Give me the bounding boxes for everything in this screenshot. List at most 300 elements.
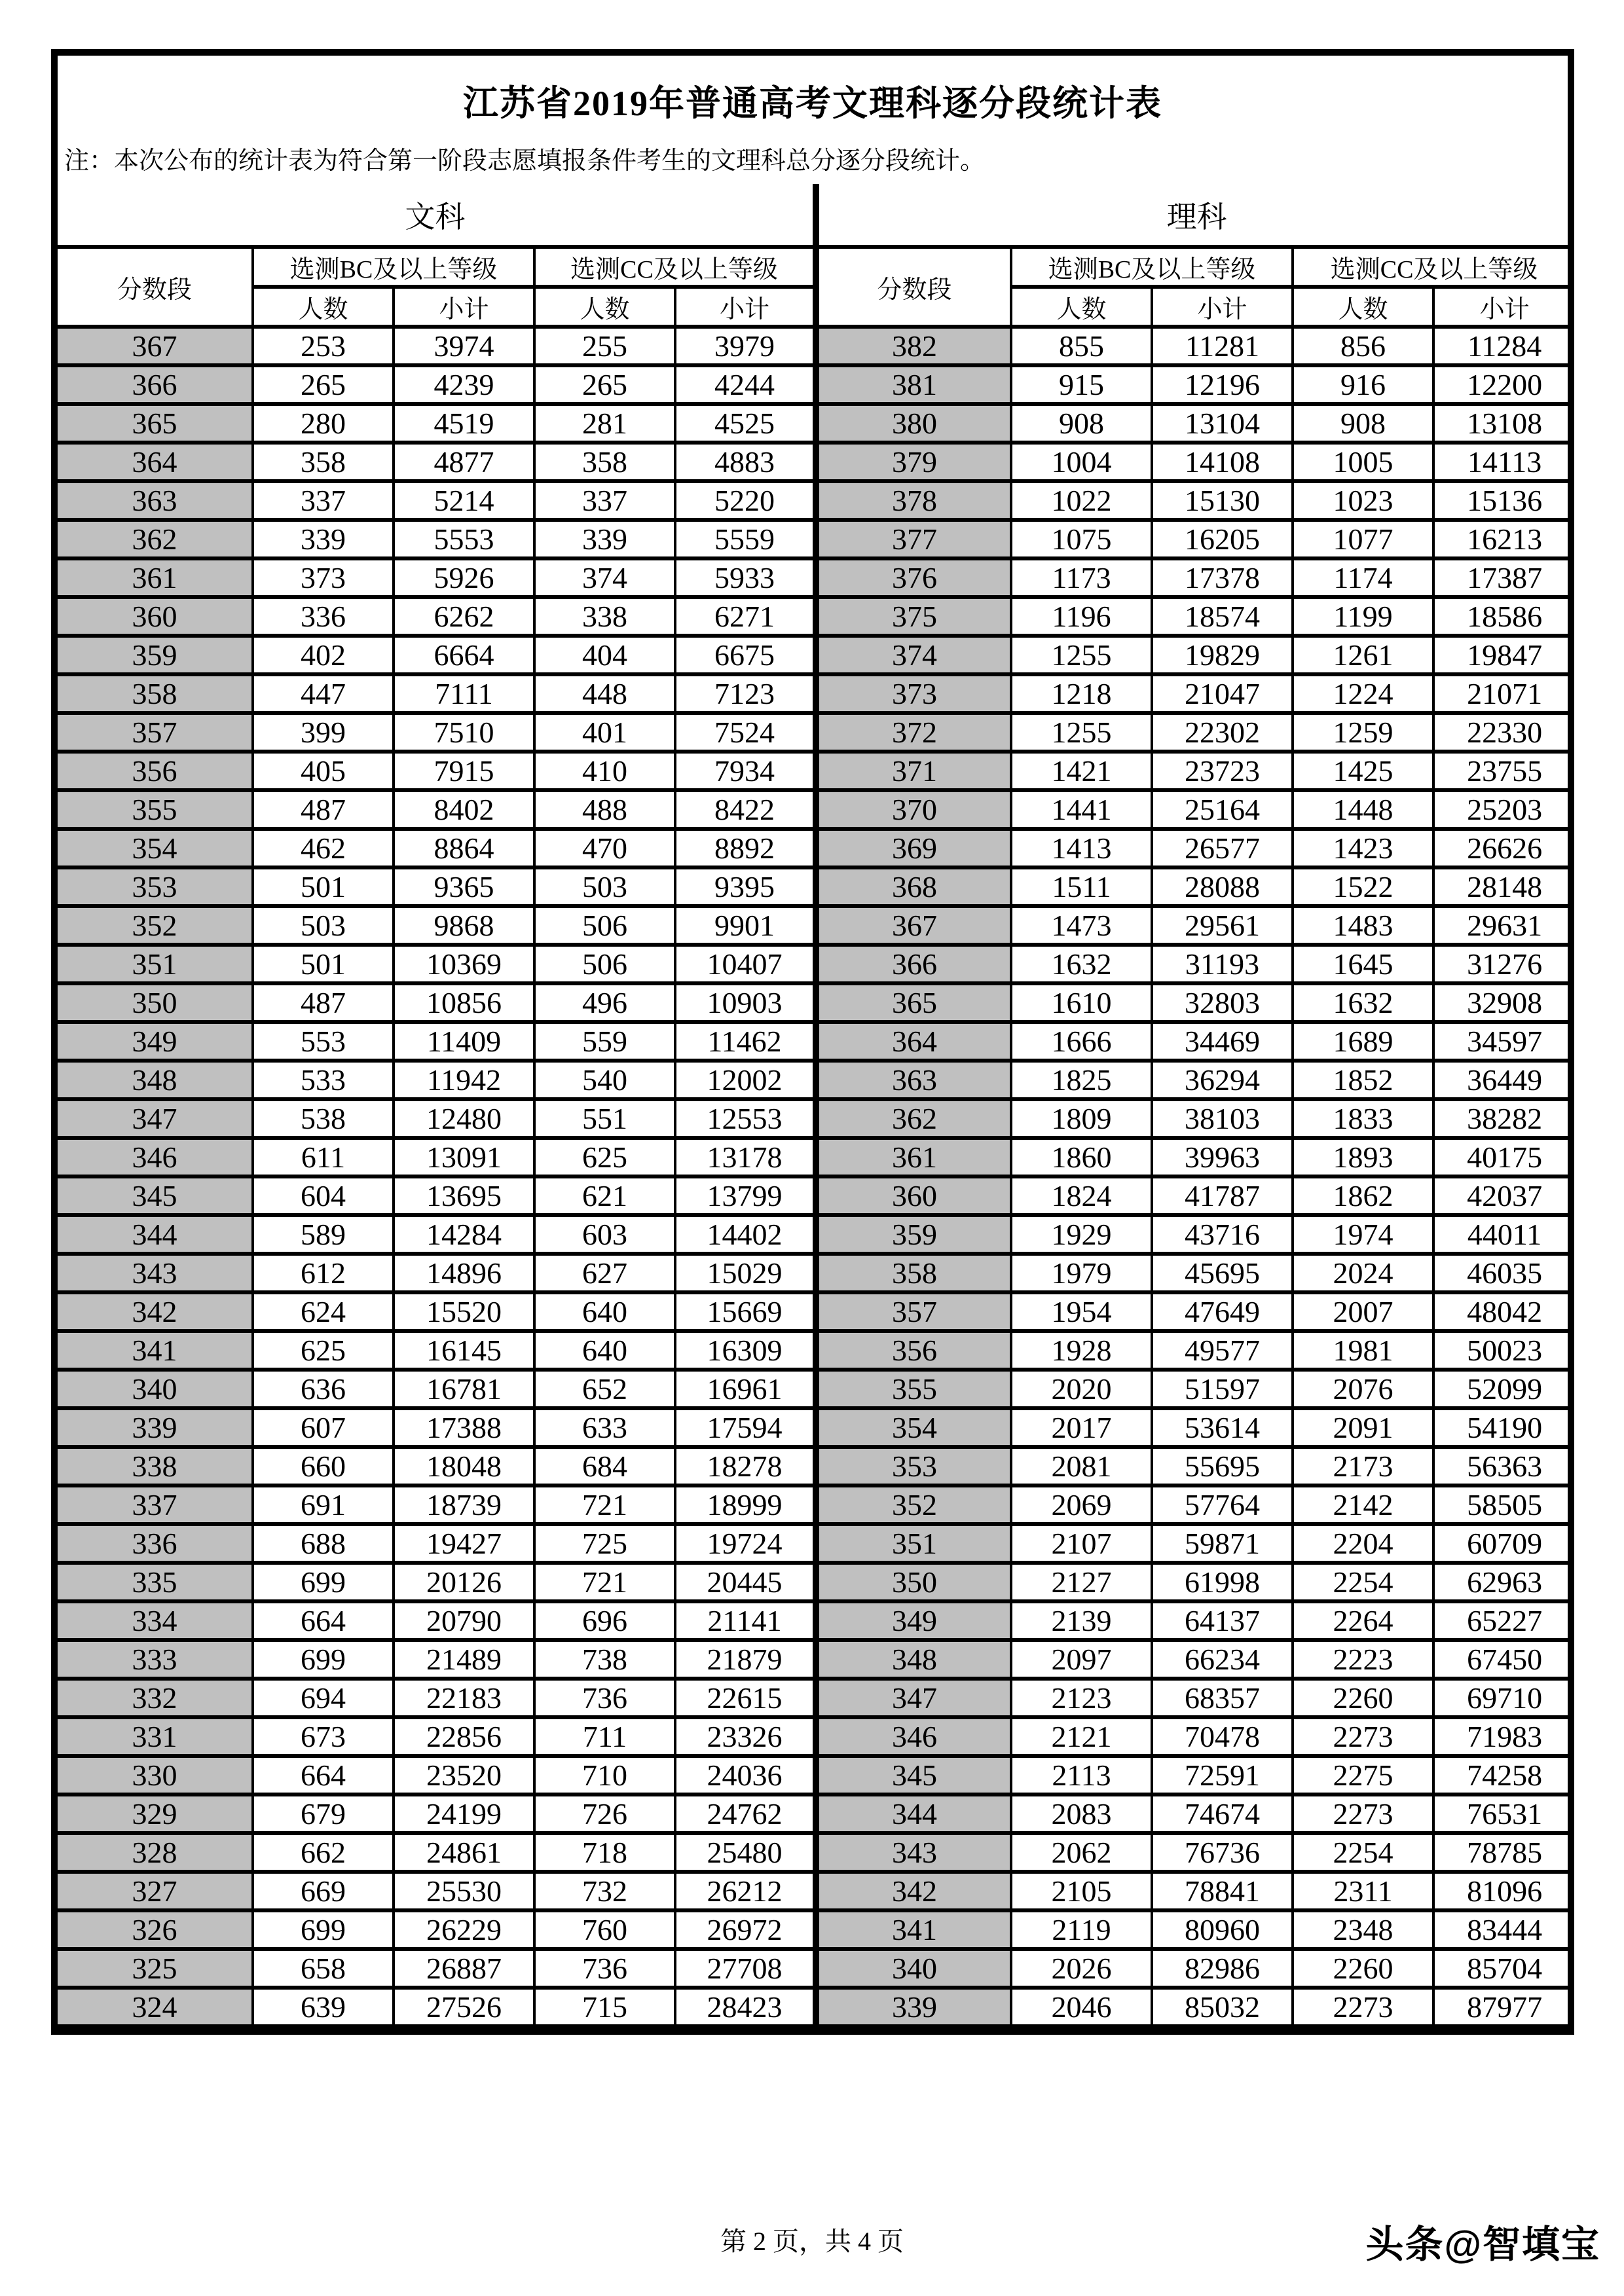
count-cell: 9901 [675, 906, 816, 945]
count-cell: 908 [1293, 404, 1433, 443]
count-cell: 12196 [1152, 365, 1293, 404]
count-cell: 18999 [675, 1485, 816, 1524]
count-cell: 7510 [394, 713, 534, 752]
score-range-cell: 335 [58, 1563, 253, 1601]
count-cell: 2142 [1293, 1485, 1433, 1524]
count-cell: 339 [253, 520, 394, 558]
group-header-cc-li: 选测CC及以上等级 [1293, 247, 1574, 287]
score-range-cell: 325 [58, 1949, 253, 1988]
count-cell: 337 [253, 481, 394, 520]
count-cell: 506 [534, 945, 675, 983]
count-cell: 32908 [1433, 983, 1574, 1022]
count-cell: 410 [534, 752, 675, 790]
count-cell: 1448 [1293, 790, 1433, 829]
count-cell: 25164 [1152, 790, 1293, 829]
count-cell: 10903 [675, 983, 816, 1022]
page-title: 江苏省2019年普通高考文理科逐分段统计表 [463, 84, 1162, 123]
score-range-cell: 343 [58, 1254, 253, 1292]
count-cell: 1077 [1293, 520, 1433, 558]
count-cell: 1413 [1011, 829, 1152, 867]
count-cell: 624 [253, 1292, 394, 1331]
score-range-cell: 353 [58, 867, 253, 906]
count-cell: 55695 [1152, 1447, 1293, 1485]
count-cell: 2113 [1011, 1756, 1152, 1795]
table-row [58, 983, 1574, 1022]
count-cell: 915 [1011, 365, 1152, 404]
count-cell: 53614 [1152, 1408, 1293, 1447]
count-cell: 6675 [675, 636, 816, 674]
document-note: 注：本次公布的统计表为符合第一阶段志愿填报条件考生的文理科总分逐分段统计。 [64, 147, 986, 175]
count-cell: 1423 [1293, 829, 1433, 867]
score-range-cell: 344 [816, 1795, 1011, 1833]
count-cell: 36294 [1152, 1061, 1293, 1099]
count-cell: 1023 [1293, 481, 1433, 520]
count-cell: 715 [534, 1988, 675, 2026]
count-cell: 81096 [1433, 1872, 1574, 1910]
count-cell: 5926 [394, 558, 534, 597]
count-cell: 1954 [1011, 1292, 1152, 1331]
table-row [58, 1524, 1574, 1563]
count-cell: 5220 [675, 481, 816, 520]
count-cell: 85032 [1152, 1988, 1293, 2026]
count-cell: 488 [534, 790, 675, 829]
count-cell: 611 [253, 1138, 394, 1176]
count-cell: 2173 [1293, 1447, 1433, 1485]
score-range-cell: 367 [58, 327, 253, 365]
count-cell: 718 [534, 1833, 675, 1872]
count-cell: 7111 [394, 674, 534, 713]
count-cell: 1809 [1011, 1099, 1152, 1138]
count-cell: 52099 [1433, 1370, 1574, 1408]
count-cell: 2264 [1293, 1601, 1433, 1640]
table-row [58, 867, 1574, 906]
score-range-cell: 358 [58, 674, 253, 713]
count-cell: 29631 [1433, 906, 1574, 945]
count-cell: 74674 [1152, 1795, 1293, 1833]
count-cell: 2273 [1293, 1717, 1433, 1756]
count-cell: 13178 [675, 1138, 816, 1176]
count-cell: 26972 [675, 1910, 816, 1949]
count-cell: 78785 [1433, 1833, 1574, 1872]
count-cell: 1974 [1293, 1215, 1433, 1254]
score-range-cell: 368 [816, 867, 1011, 906]
table-row [58, 481, 1574, 520]
count-cell: 64137 [1152, 1601, 1293, 1640]
count-cell: 401 [534, 713, 675, 752]
count-cell: 31276 [1433, 945, 1574, 983]
score-range-cell: 365 [58, 404, 253, 443]
count-cell: 69710 [1433, 1679, 1574, 1717]
count-cell: 67450 [1433, 1640, 1574, 1679]
table-row [58, 1099, 1574, 1138]
count-cell: 253 [253, 327, 394, 365]
count-cell: 32803 [1152, 983, 1293, 1022]
count-cell: 25203 [1433, 790, 1574, 829]
count-cell: 17387 [1433, 558, 1574, 597]
count-cell: 11942 [394, 1061, 534, 1099]
score-range-cell: 339 [816, 1988, 1011, 2026]
count-cell: 7934 [675, 752, 816, 790]
count-cell: 358 [253, 443, 394, 481]
count-cell: 916 [1293, 365, 1433, 404]
count-cell: 684 [534, 1447, 675, 1485]
count-cell: 503 [253, 906, 394, 945]
count-cell: 2273 [1293, 1988, 1433, 2026]
count-cell: 1075 [1011, 520, 1152, 558]
count-cell: 1929 [1011, 1215, 1152, 1254]
count-cell: 2069 [1011, 1485, 1152, 1524]
count-cell: 2311 [1293, 1872, 1433, 1910]
count-cell: 726 [534, 1795, 675, 1833]
count-cell: 265 [534, 365, 675, 404]
count-cell: 501 [253, 945, 394, 983]
count-cell: 12200 [1433, 365, 1574, 404]
count-cell: 621 [534, 1176, 675, 1215]
count-cell: 74258 [1433, 1756, 1574, 1795]
score-range-cell: 352 [816, 1485, 1011, 1524]
count-cell: 28148 [1433, 867, 1574, 906]
count-cell: 1255 [1011, 713, 1152, 752]
count-cell: 540 [534, 1061, 675, 1099]
count-cell: 66234 [1152, 1640, 1293, 1679]
table-row [58, 945, 1574, 983]
count-cell: 18586 [1433, 597, 1574, 636]
count-cell: 83444 [1433, 1910, 1574, 1949]
count-cell: 339 [534, 520, 675, 558]
count-cell: 49577 [1152, 1331, 1293, 1370]
count-cell: 603 [534, 1215, 675, 1254]
count-cell: 62963 [1433, 1563, 1574, 1601]
count-cell: 1261 [1293, 636, 1433, 674]
count-cell: 6664 [394, 636, 534, 674]
count-cell: 7123 [675, 674, 816, 713]
count-cell: 1199 [1293, 597, 1433, 636]
count-cell: 2046 [1011, 1988, 1152, 2026]
score-range-cell: 354 [816, 1408, 1011, 1447]
count-cell: 19847 [1433, 636, 1574, 674]
count-cell: 1005 [1293, 443, 1433, 481]
score-range-cell: 356 [58, 752, 253, 790]
count-cell: 1255 [1011, 636, 1152, 674]
count-cell: 18739 [394, 1485, 534, 1524]
table-row [58, 674, 1574, 713]
count-cell: 2081 [1011, 1447, 1152, 1485]
count-cell: 553 [253, 1022, 394, 1061]
count-cell: 2105 [1011, 1872, 1152, 1910]
count-cell: 28423 [675, 1988, 816, 2026]
count-cell: 70478 [1152, 1717, 1293, 1756]
score-range-cell: 354 [58, 829, 253, 867]
count-cell: 8864 [394, 829, 534, 867]
score-range-cell: 365 [816, 983, 1011, 1022]
count-cell: 9395 [675, 867, 816, 906]
count-cell: 1004 [1011, 443, 1152, 481]
count-cell: 1173 [1011, 558, 1152, 597]
count-cell: 736 [534, 1949, 675, 1988]
count-cell: 15130 [1152, 481, 1293, 520]
count-cell: 27708 [675, 1949, 816, 1988]
count-cell: 5559 [675, 520, 816, 558]
count-cell: 1511 [1011, 867, 1152, 906]
count-cell: 281 [534, 404, 675, 443]
count-cell: 22330 [1433, 713, 1574, 752]
score-range-cell: 369 [816, 829, 1011, 867]
count-cell: 699 [253, 1640, 394, 1679]
score-range-cell: 333 [58, 1640, 253, 1679]
count-cell: 2020 [1011, 1370, 1152, 1408]
count-cell: 4244 [675, 365, 816, 404]
score-range-cell: 329 [58, 1795, 253, 1833]
count-cell: 1022 [1011, 481, 1152, 520]
count-cell: 679 [253, 1795, 394, 1833]
count-cell: 51597 [1152, 1370, 1293, 1408]
count-cell: 60709 [1433, 1524, 1574, 1563]
table-row [58, 636, 1574, 674]
count-cell: 4519 [394, 404, 534, 443]
count-cell: 8402 [394, 790, 534, 829]
count-cell: 725 [534, 1524, 675, 1563]
count-cell: 39963 [1152, 1138, 1293, 1176]
table-row [58, 1910, 1574, 1949]
table-row [58, 906, 1574, 945]
count-cell: 265 [253, 365, 394, 404]
title-block [58, 56, 1568, 184]
count-cell: 43716 [1152, 1215, 1293, 1254]
table-row [58, 1061, 1574, 1099]
count-cell: 855 [1011, 327, 1152, 365]
score-range-header-li: 分数段 [816, 247, 1011, 327]
count-cell: 640 [534, 1292, 675, 1331]
count-cell: 20445 [675, 1563, 816, 1601]
count-cell: 18048 [394, 1447, 534, 1485]
count-cell: 694 [253, 1679, 394, 1717]
score-range-cell: 350 [816, 1563, 1011, 1601]
count-cell: 2204 [1293, 1524, 1433, 1563]
count-cell: 13695 [394, 1176, 534, 1215]
count-cell: 908 [1011, 404, 1152, 443]
count-cell: 1860 [1011, 1138, 1152, 1176]
count-cell: 24762 [675, 1795, 816, 1833]
score-range-cell: 358 [816, 1254, 1011, 1292]
table-row [58, 1563, 1574, 1601]
count-cell: 640 [534, 1331, 675, 1370]
count-cell: 11409 [394, 1022, 534, 1061]
count-cell: 82986 [1152, 1949, 1293, 1988]
count-cell: 65227 [1433, 1601, 1574, 1640]
count-cell: 59871 [1152, 1524, 1293, 1563]
section-header-row [58, 184, 1574, 247]
count-cell: 38103 [1152, 1099, 1293, 1138]
score-range-cell: 340 [58, 1370, 253, 1408]
table-row [58, 1447, 1574, 1485]
score-distribution-table [58, 184, 1574, 2028]
count-cell: 23520 [394, 1756, 534, 1795]
count-cell: 26626 [1433, 829, 1574, 867]
count-cell: 13104 [1152, 404, 1293, 443]
score-range-cell: 361 [816, 1138, 1011, 1176]
table-row [58, 1408, 1574, 1447]
count-cell: 11281 [1152, 327, 1293, 365]
count-cell: 26212 [675, 1872, 816, 1910]
count-cell: 627 [534, 1254, 675, 1292]
subheader-renshu-cc-wen: 人数 [534, 287, 675, 327]
score-range-cell: 367 [816, 906, 1011, 945]
score-range-cell: 345 [816, 1756, 1011, 1795]
table-row [58, 829, 1574, 867]
count-cell: 12553 [675, 1099, 816, 1138]
count-cell: 336 [253, 597, 394, 636]
score-range-cell: 351 [58, 945, 253, 983]
group-header-cc-wen: 选测CC及以上等级 [534, 247, 816, 287]
count-cell: 664 [253, 1756, 394, 1795]
score-range-cell: 375 [816, 597, 1011, 636]
count-cell: 12480 [394, 1099, 534, 1138]
count-cell: 1632 [1293, 983, 1433, 1022]
count-cell: 57764 [1152, 1485, 1293, 1524]
count-cell: 2260 [1293, 1949, 1433, 1988]
count-cell: 402 [253, 636, 394, 674]
section-header-wenke: 文科 [58, 184, 816, 247]
count-cell: 23755 [1433, 752, 1574, 790]
count-cell: 54190 [1433, 1408, 1574, 1447]
table-row [58, 1022, 1574, 1061]
section-header-like: 理科 [816, 184, 1574, 247]
count-cell: 1981 [1293, 1331, 1433, 1370]
count-cell: 31193 [1152, 945, 1293, 983]
count-cell: 1610 [1011, 983, 1152, 1022]
table-body [58, 327, 1574, 2026]
count-cell: 26229 [394, 1910, 534, 1949]
count-cell: 1689 [1293, 1022, 1433, 1061]
count-cell: 7524 [675, 713, 816, 752]
score-range-cell: 359 [58, 636, 253, 674]
table-row [58, 597, 1574, 636]
count-cell: 447 [253, 674, 394, 713]
count-cell: 2139 [1011, 1601, 1152, 1640]
count-cell: 1645 [1293, 945, 1433, 983]
score-range-cell: 355 [58, 790, 253, 829]
score-range-cell: 324 [58, 1988, 253, 2026]
count-cell: 18278 [675, 1447, 816, 1485]
score-range-cell: 376 [816, 558, 1011, 597]
count-cell: 25480 [675, 1833, 816, 1872]
table-row [58, 1872, 1574, 1910]
count-cell: 2273 [1293, 1795, 1433, 1833]
table-row [58, 1254, 1574, 1292]
count-cell: 625 [253, 1331, 394, 1370]
count-cell: 17378 [1152, 558, 1293, 597]
count-cell: 8422 [675, 790, 816, 829]
count-cell: 2254 [1293, 1563, 1433, 1601]
count-cell: 559 [534, 1022, 675, 1061]
score-range-cell: 331 [58, 1717, 253, 1756]
score-range-cell: 373 [816, 674, 1011, 713]
count-cell: 551 [534, 1099, 675, 1138]
count-cell: 16145 [394, 1331, 534, 1370]
group-header-row [58, 247, 1574, 287]
score-range-cell: 364 [58, 443, 253, 481]
score-range-cell: 353 [816, 1447, 1011, 1485]
count-cell: 12002 [675, 1061, 816, 1099]
score-range-cell: 363 [58, 481, 253, 520]
score-range-cell: 357 [816, 1292, 1011, 1331]
count-cell: 2062 [1011, 1833, 1152, 1872]
score-range-cell: 346 [58, 1138, 253, 1176]
count-cell: 13091 [394, 1138, 534, 1176]
score-range-cell: 348 [58, 1061, 253, 1099]
count-cell: 2007 [1293, 1292, 1433, 1331]
table-row [58, 1679, 1574, 1717]
count-cell: 1825 [1011, 1061, 1152, 1099]
count-cell: 2260 [1293, 1679, 1433, 1717]
count-cell: 2127 [1011, 1563, 1152, 1601]
score-range-cell: 326 [58, 1910, 253, 1949]
count-cell: 1824 [1011, 1176, 1152, 1215]
count-cell: 13799 [675, 1176, 816, 1215]
count-cell: 29561 [1152, 906, 1293, 945]
count-cell: 662 [253, 1833, 394, 1872]
count-cell: 17594 [675, 1408, 816, 1447]
score-range-cell: 349 [816, 1601, 1011, 1640]
score-range-cell: 355 [816, 1370, 1011, 1408]
score-range-cell: 362 [58, 520, 253, 558]
count-cell: 760 [534, 1910, 675, 1949]
score-range-cell: 364 [816, 1022, 1011, 1061]
table-row [58, 713, 1574, 752]
score-range-cell: 380 [816, 404, 1011, 443]
count-cell: 1174 [1293, 558, 1433, 597]
score-range-cell: 371 [816, 752, 1011, 790]
count-cell: 2076 [1293, 1370, 1433, 1408]
table-row [58, 1988, 1574, 2026]
count-cell: 462 [253, 829, 394, 867]
count-cell: 17388 [394, 1408, 534, 1447]
count-cell: 15520 [394, 1292, 534, 1331]
count-cell: 607 [253, 1408, 394, 1447]
count-cell: 22183 [394, 1679, 534, 1717]
count-cell: 699 [253, 1563, 394, 1601]
count-cell: 11462 [675, 1022, 816, 1061]
count-cell: 664 [253, 1601, 394, 1640]
count-cell: 25530 [394, 1872, 534, 1910]
score-range-cell: 377 [816, 520, 1011, 558]
count-cell: 71983 [1433, 1717, 1574, 1756]
count-cell: 21489 [394, 1640, 534, 1679]
score-range-cell: 341 [58, 1331, 253, 1370]
count-cell: 1893 [1293, 1138, 1433, 1176]
subheader-renshu-bc-li: 人数 [1011, 287, 1152, 327]
count-cell: 21879 [675, 1640, 816, 1679]
score-range-cell: 347 [816, 1679, 1011, 1717]
count-cell: 856 [1293, 327, 1433, 365]
count-cell: 14896 [394, 1254, 534, 1292]
count-cell: 34597 [1433, 1022, 1574, 1061]
count-cell: 26887 [394, 1949, 534, 1988]
count-cell: 652 [534, 1370, 675, 1408]
count-cell: 5553 [394, 520, 534, 558]
table-row [58, 1717, 1574, 1756]
count-cell: 1259 [1293, 713, 1433, 752]
count-cell: 1632 [1011, 945, 1152, 983]
count-cell: 9365 [394, 867, 534, 906]
count-cell: 2026 [1011, 1949, 1152, 1988]
score-range-cell: 381 [816, 365, 1011, 404]
count-cell: 58505 [1433, 1485, 1574, 1524]
score-range-cell: 382 [816, 327, 1011, 365]
count-cell: 4525 [675, 404, 816, 443]
table-row [58, 520, 1574, 558]
count-cell: 10369 [394, 945, 534, 983]
